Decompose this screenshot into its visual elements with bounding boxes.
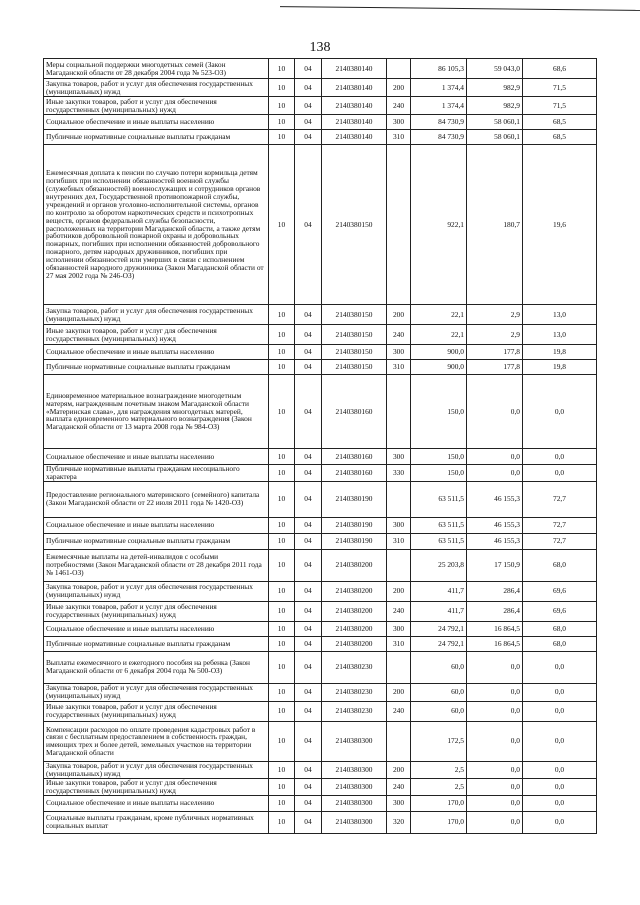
subsection-code: 04 (295, 130, 322, 145)
actual-amount: 0,0 (467, 778, 523, 795)
actual-amount: 0,0 (467, 761, 523, 778)
table-row (44, 345, 597, 360)
execution-percent: 0,0 (523, 795, 597, 811)
actual-amount: 180,7 (467, 145, 523, 305)
section-code: 10 (269, 360, 295, 375)
section-code: 10 (269, 305, 295, 325)
row-description: Публичные нормативные выплаты гражданам несоциального характера (44, 465, 269, 482)
table-row (44, 481, 597, 517)
table-row (44, 761, 597, 778)
table-row (44, 549, 597, 581)
target-article-code: 2140380140 (322, 115, 387, 130)
target-article-code: 2140380160 (322, 449, 387, 465)
expense-type-code: 310 (387, 636, 411, 651)
table-row (44, 651, 597, 683)
row-description: Публичные нормативные социальные выплаты гражданам (44, 636, 269, 651)
actual-amount: 17 150,9 (467, 549, 523, 581)
row-description: Иные закупки товаров, работ и услуг для обеспечения государственных (муниципальных) нужд (44, 601, 269, 621)
expense-type-code (387, 375, 411, 449)
section-code: 10 (269, 325, 295, 345)
row-description: Публичные нормативные социальные выплаты гражданам (44, 533, 269, 549)
planned-amount: 63 511,5 (411, 517, 467, 533)
table-row (44, 305, 597, 325)
scan-edge-line (280, 6, 640, 11)
target-article-code: 2140380160 (322, 375, 387, 449)
planned-amount: 86 105,3 (411, 59, 467, 79)
execution-percent: 71,5 (523, 97, 597, 115)
subsection-code: 04 (295, 449, 322, 465)
actual-amount: 982,9 (467, 79, 523, 97)
row-description: Предоставление регионального материнского (семейного) капитала (Закон Магаданской области от 22 июля 2011 года № 1420-ОЗ) (44, 481, 269, 517)
subsection-code: 04 (295, 621, 322, 636)
planned-amount: 150,0 (411, 465, 467, 482)
subsection-code: 04 (295, 517, 322, 533)
planned-amount: 84 730,9 (411, 130, 467, 145)
section-code: 10 (269, 481, 295, 517)
execution-percent: 68,0 (523, 549, 597, 581)
planned-amount: 84 730,9 (411, 115, 467, 130)
planned-amount: 63 511,5 (411, 481, 467, 517)
subsection-code: 04 (295, 721, 322, 761)
expense-type-code (387, 59, 411, 79)
subsection-code: 04 (295, 761, 322, 778)
target-article-code: 2140380200 (322, 621, 387, 636)
target-article-code: 2140380190 (322, 533, 387, 549)
section-code: 10 (269, 79, 295, 97)
table-row (44, 778, 597, 795)
expense-type-code: 310 (387, 130, 411, 145)
subsection-code: 04 (295, 795, 322, 811)
table-row (44, 465, 597, 482)
subsection-code: 04 (295, 549, 322, 581)
section-code: 10 (269, 683, 295, 701)
target-article-code: 2140380300 (322, 811, 387, 833)
row-description: Социальное обеспечение и иные выплаты населению (44, 795, 269, 811)
section-code: 10 (269, 449, 295, 465)
row-description: Социальное обеспечение и иные выплаты населению (44, 115, 269, 130)
row-description: Ежемесячные выплаты на детей-инвалидов с особыми потребностями (Закон Магаданской области от 28 декабря 2011 года № 1461-ОЗ) (44, 549, 269, 581)
row-description: Социальное обеспечение и иные выплаты населению (44, 345, 269, 360)
row-description: Иные закупки товаров, работ и услуг для обеспечения государственных (муниципальных) нужд (44, 778, 269, 795)
section-code: 10 (269, 533, 295, 549)
actual-amount: 46 155,3 (467, 517, 523, 533)
planned-amount: 2,5 (411, 761, 467, 778)
target-article-code: 2140380200 (322, 601, 387, 621)
table-row (44, 517, 597, 533)
execution-percent: 71,5 (523, 79, 597, 97)
subsection-code: 04 (295, 481, 322, 517)
target-article-code: 2140380160 (322, 465, 387, 482)
expense-type-code: 200 (387, 79, 411, 97)
execution-percent: 69,6 (523, 581, 597, 601)
section-code: 10 (269, 636, 295, 651)
planned-amount: 25 203,8 (411, 549, 467, 581)
row-description: Закупка товаров, работ и услуг для обеспечения государственных (муниципальных) нужд (44, 581, 269, 601)
subsection-code: 04 (295, 811, 322, 833)
table-row (44, 97, 597, 115)
section-code: 10 (269, 59, 295, 79)
subsection-code: 04 (295, 465, 322, 482)
expense-type-code: 310 (387, 360, 411, 375)
planned-amount: 900,0 (411, 360, 467, 375)
expense-type-code (387, 651, 411, 683)
planned-amount: 922,1 (411, 145, 467, 305)
target-article-code: 2140380150 (322, 345, 387, 360)
section-code: 10 (269, 465, 295, 482)
table-row (44, 721, 597, 761)
actual-amount: 0,0 (467, 375, 523, 449)
section-code: 10 (269, 581, 295, 601)
expense-type-code: 310 (387, 533, 411, 549)
planned-amount: 24 792,1 (411, 636, 467, 651)
expense-type-code (387, 481, 411, 517)
actual-amount: 0,0 (467, 701, 523, 721)
row-description: Социальное обеспечение и иные выплаты населению (44, 449, 269, 465)
execution-percent: 0,0 (523, 375, 597, 449)
row-description: Иные закупки товаров, работ и услуг для обеспечения государственных (муниципальных) нужд (44, 97, 269, 115)
planned-amount: 411,7 (411, 581, 467, 601)
planned-amount: 170,0 (411, 795, 467, 811)
planned-amount: 24 792,1 (411, 621, 467, 636)
execution-percent: 13,0 (523, 325, 597, 345)
execution-percent: 72,7 (523, 517, 597, 533)
target-article-code: 2140380150 (322, 360, 387, 375)
execution-percent: 19,6 (523, 145, 597, 305)
expense-type-code: 300 (387, 517, 411, 533)
section-code: 10 (269, 721, 295, 761)
section-code: 10 (269, 517, 295, 533)
table-row (44, 581, 597, 601)
row-description: Закупка товаров, работ и услуг для обеспечения государственных (муниципальных) нужд (44, 79, 269, 97)
execution-percent: 0,0 (523, 683, 597, 701)
actual-amount: 58 060,1 (467, 130, 523, 145)
expense-type-code: 300 (387, 449, 411, 465)
row-description: Выплаты ежемесячного и ежегодного пособия на ребенка (Закон Магаданской области от 6 декабря 2004 года № 500-ОЗ) (44, 651, 269, 683)
expense-type-code: 200 (387, 761, 411, 778)
actual-amount: 0,0 (467, 721, 523, 761)
expense-type-code (387, 549, 411, 581)
target-article-code: 2140380230 (322, 683, 387, 701)
expense-type-code (387, 721, 411, 761)
target-article-code: 2140380300 (322, 721, 387, 761)
execution-percent: 72,7 (523, 481, 597, 517)
page-number: 138 (309, 40, 331, 55)
planned-amount: 22,1 (411, 305, 467, 325)
subsection-code: 04 (295, 778, 322, 795)
target-article-code: 2140380150 (322, 145, 387, 305)
expense-type-code: 240 (387, 601, 411, 621)
section-code: 10 (269, 601, 295, 621)
target-article-code: 2140380140 (322, 130, 387, 145)
actual-amount: 982,9 (467, 97, 523, 115)
row-description: Закупка товаров, работ и услуг для обеспечения государственных (муниципальных) нужд (44, 305, 269, 325)
execution-percent: 0,0 (523, 778, 597, 795)
target-article-code: 2140380300 (322, 778, 387, 795)
row-description: Закупка товаров, работ и услуг для обеспечения государственных (муниципальных) нужд (44, 761, 269, 778)
actual-amount: 46 155,3 (467, 481, 523, 517)
table-row (44, 601, 597, 621)
expense-type-code: 240 (387, 701, 411, 721)
row-description: Компенсации расходов по оплате проведения кадастровых работ в связи с бесплатным предоставлением в собственность граждан, имеющих трех и более детей, земельных участков на территории Магаданской области (44, 721, 269, 761)
planned-amount: 172,5 (411, 721, 467, 761)
execution-percent: 68,0 (523, 636, 597, 651)
table-row (44, 360, 597, 375)
planned-amount: 900,0 (411, 345, 467, 360)
table-row (44, 533, 597, 549)
subsection-code: 04 (295, 345, 322, 360)
execution-percent: 68,5 (523, 130, 597, 145)
actual-amount: 2,9 (467, 305, 523, 325)
planned-amount: 150,0 (411, 449, 467, 465)
target-article-code: 2140380190 (322, 481, 387, 517)
planned-amount: 411,7 (411, 601, 467, 621)
planned-amount: 22,1 (411, 325, 467, 345)
subsection-code: 04 (295, 581, 322, 601)
row-description: Закупка товаров, работ и услуг для обеспечения государственных (муниципальных) нужд (44, 683, 269, 701)
table-row (44, 621, 597, 636)
planned-amount: 60,0 (411, 701, 467, 721)
target-article-code: 2140380190 (322, 517, 387, 533)
execution-percent: 0,0 (523, 721, 597, 761)
actual-amount: 0,0 (467, 811, 523, 833)
subsection-code: 04 (295, 79, 322, 97)
execution-percent: 69,6 (523, 601, 597, 621)
target-article-code: 2140380140 (322, 97, 387, 115)
execution-percent: 68,0 (523, 621, 597, 636)
execution-percent: 19,8 (523, 360, 597, 375)
budget-table-body (44, 59, 597, 834)
section-code: 10 (269, 621, 295, 636)
subsection-code: 04 (295, 325, 322, 345)
actual-amount: 286,4 (467, 581, 523, 601)
subsection-code: 04 (295, 601, 322, 621)
subsection-code: 04 (295, 533, 322, 549)
row-description: Социальные выплаты гражданам, кроме публичных нормативных социальных выплат (44, 811, 269, 833)
actual-amount: 0,0 (467, 465, 523, 482)
target-article-code: 2140380150 (322, 325, 387, 345)
execution-percent: 19,8 (523, 345, 597, 360)
target-article-code: 2140380140 (322, 59, 387, 79)
actual-amount: 0,0 (467, 449, 523, 465)
actual-amount: 16 864,5 (467, 636, 523, 651)
execution-percent: 0,0 (523, 761, 597, 778)
target-article-code: 2140380300 (322, 761, 387, 778)
table-row (44, 701, 597, 721)
planned-amount: 1 374,4 (411, 79, 467, 97)
subsection-code: 04 (295, 115, 322, 130)
row-description: Социальное обеспечение и иные выплаты населению (44, 621, 269, 636)
actual-amount: 59 043,0 (467, 59, 523, 79)
subsection-code: 04 (295, 636, 322, 651)
table-row (44, 375, 597, 449)
subsection-code: 04 (295, 305, 322, 325)
expense-type-code (387, 145, 411, 305)
row-description: Иные закупки товаров, работ и услуг для обеспечения государственных (муниципальных) нужд (44, 701, 269, 721)
execution-percent: 0,0 (523, 449, 597, 465)
execution-percent: 0,0 (523, 651, 597, 683)
section-code: 10 (269, 651, 295, 683)
section-code: 10 (269, 130, 295, 145)
actual-amount: 0,0 (467, 683, 523, 701)
target-article-code: 2140380200 (322, 581, 387, 601)
target-article-code: 2140380300 (322, 795, 387, 811)
subsection-code: 04 (295, 97, 322, 115)
table-row (44, 59, 597, 79)
target-article-code: 2140380150 (322, 305, 387, 325)
expense-type-code: 240 (387, 325, 411, 345)
actual-amount: 46 155,3 (467, 533, 523, 549)
table-row (44, 145, 597, 305)
planned-amount: 60,0 (411, 683, 467, 701)
table-row (44, 325, 597, 345)
table-row (44, 79, 597, 97)
target-article-code: 2140380230 (322, 701, 387, 721)
table-row (44, 115, 597, 130)
expense-type-code: 300 (387, 115, 411, 130)
expense-type-code: 200 (387, 581, 411, 601)
section-code: 10 (269, 795, 295, 811)
row-description: Социальное обеспечение и иные выплаты населению (44, 517, 269, 533)
execution-percent: 68,5 (523, 115, 597, 130)
subsection-code: 04 (295, 651, 322, 683)
row-description: Публичные нормативные социальные выплаты гражданам (44, 130, 269, 145)
expense-type-code: 240 (387, 97, 411, 115)
target-article-code: 2140380200 (322, 549, 387, 581)
planned-amount: 63 511,5 (411, 533, 467, 549)
actual-amount: 58 060,1 (467, 115, 523, 130)
section-code: 10 (269, 778, 295, 795)
actual-amount: 177,8 (467, 345, 523, 360)
expense-type-code: 200 (387, 683, 411, 701)
execution-percent: 13,0 (523, 305, 597, 325)
row-description: Меры социальной поддержки многодетных семей (Закон Магаданской области от 28 декабря 2004 года № 523-ОЗ) (44, 59, 269, 79)
actual-amount: 0,0 (467, 795, 523, 811)
execution-percent: 72,7 (523, 533, 597, 549)
row-description: Единовременное материальное вознаграждение многодетным матерям, награжденным почетным знаком Магаданской области «Материнская слава», для награждения многодетных матерей, выплата единовременного материального вознаграждения (Закон Магаданской области от 13 марта 2008 года № 984-ОЗ) (44, 375, 269, 449)
planned-amount: 1 374,4 (411, 97, 467, 115)
planned-amount: 170,0 (411, 811, 467, 833)
subsection-code: 04 (295, 683, 322, 701)
execution-percent: 68,6 (523, 59, 597, 79)
subsection-code: 04 (295, 360, 322, 375)
section-code: 10 (269, 761, 295, 778)
planned-amount: 150,0 (411, 375, 467, 449)
actual-amount: 0,0 (467, 651, 523, 683)
actual-amount: 16 864,5 (467, 621, 523, 636)
execution-percent: 0,0 (523, 811, 597, 833)
row-description: Ежемесячная доплата к пенсии по случаю потери кормильца детям погибших при исполнении обязанностей военной службы (служебных обязанностей) военнослужащих и сотрудников органов внутренних дел, Государственной противопожарной службы, учреждений и органов уголовно-исполнительной системы, органов по контролю за оборотом наркотических средств и психотропных веществ, органов федеральной службы безопасности, расположенных на территории Магаданской области, а также детям работников добровольной пожарной охраны и добровольных пожарных, погибших при исполнении обязанностей добровольного пожарного, детям народных дружинников, погибших при исполнении обязанностей или умерших в связи с исполнением обязанностей народного дружинника (Закон Магаданской области от 27 мая 2002 года № 246-ОЗ) (44, 145, 269, 305)
actual-amount: 177,8 (467, 360, 523, 375)
target-article-code: 2140380140 (322, 79, 387, 97)
row-description: Публичные нормативные социальные выплаты гражданам (44, 360, 269, 375)
planned-amount: 60,0 (411, 651, 467, 683)
table-row (44, 795, 597, 811)
section-code: 10 (269, 345, 295, 360)
section-code: 10 (269, 811, 295, 833)
subsection-code: 04 (295, 59, 322, 79)
target-article-code: 2140380230 (322, 651, 387, 683)
expense-type-code: 300 (387, 795, 411, 811)
expense-type-code: 320 (387, 811, 411, 833)
expense-type-code: 200 (387, 305, 411, 325)
section-code: 10 (269, 375, 295, 449)
execution-percent: 0,0 (523, 465, 597, 482)
subsection-code: 04 (295, 145, 322, 305)
row-description: Иные закупки товаров, работ и услуг для обеспечения государственных (муниципальных) нужд (44, 325, 269, 345)
section-code: 10 (269, 549, 295, 581)
expense-type-code: 330 (387, 465, 411, 482)
table-row (44, 636, 597, 651)
subsection-code: 04 (295, 701, 322, 721)
table-row (44, 449, 597, 465)
actual-amount: 286,4 (467, 601, 523, 621)
actual-amount: 2,9 (467, 325, 523, 345)
table-row (44, 811, 597, 833)
subsection-code: 04 (295, 375, 322, 449)
target-article-code: 2140380200 (322, 636, 387, 651)
section-code: 10 (269, 701, 295, 721)
planned-amount: 2,5 (411, 778, 467, 795)
expense-type-code: 300 (387, 345, 411, 360)
section-code: 10 (269, 145, 295, 305)
execution-percent: 0,0 (523, 701, 597, 721)
expense-type-code: 300 (387, 621, 411, 636)
table-row (44, 130, 597, 145)
section-code: 10 (269, 97, 295, 115)
section-code: 10 (269, 115, 295, 130)
budget-table (43, 58, 597, 834)
table-row (44, 683, 597, 701)
expense-type-code: 240 (387, 778, 411, 795)
